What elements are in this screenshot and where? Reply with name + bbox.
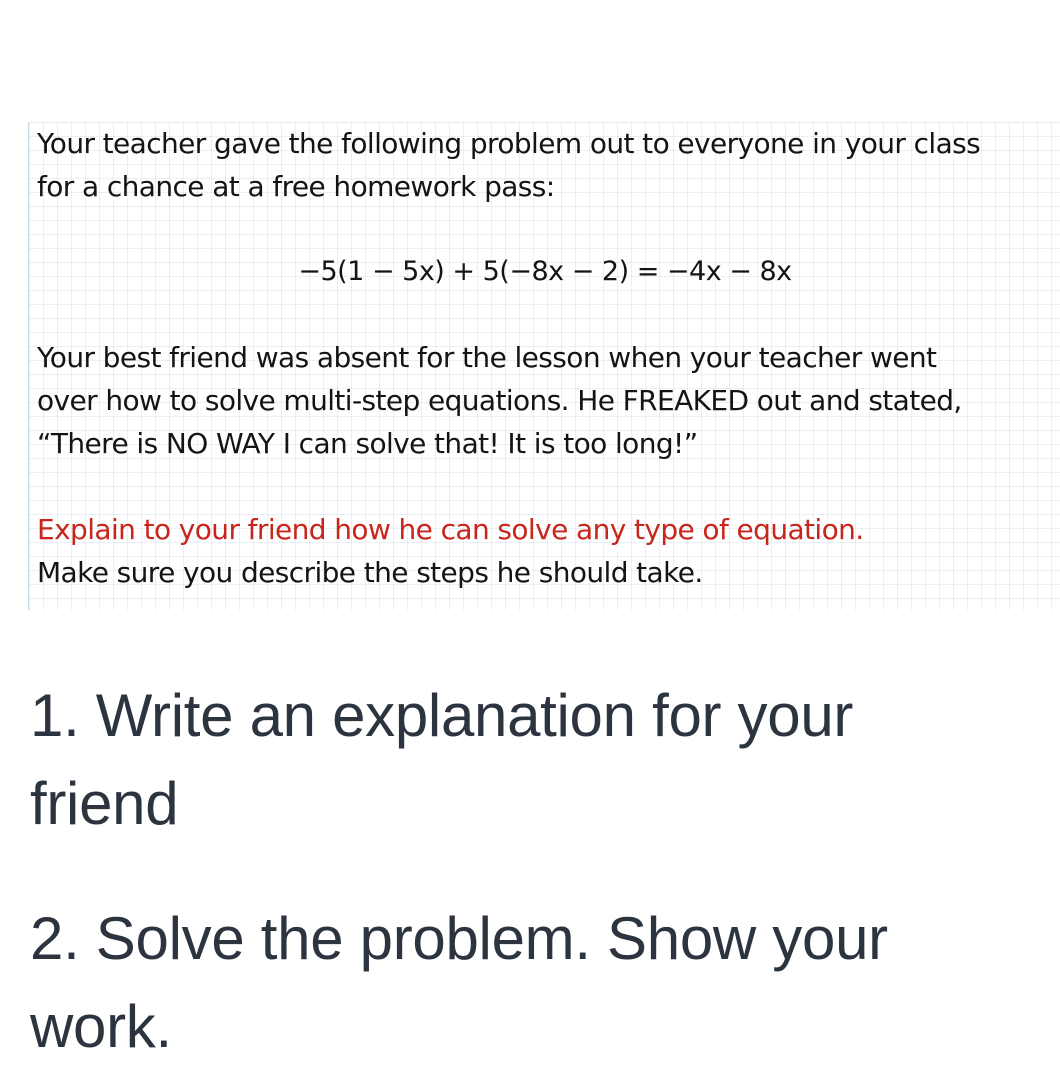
story-line-2: over how to solve multi-step equations. He FREAKED out and stated, xyxy=(37,384,962,417)
intro-line-1: Your teacher gave the following problem out to everyone in your class xyxy=(37,127,981,160)
task-2-line-1: 2. Solve the problem. Show your xyxy=(30,905,888,972)
intro-line-2: for a chance at a free homework pass: xyxy=(37,170,555,203)
prompt-red: Explain to your friend how he can solve any type of equation. xyxy=(37,513,864,546)
prompt-black: Make sure you describe the steps he should take. xyxy=(37,556,703,589)
story-line-3: “There is NO WAY I can solve that! It is too long!” xyxy=(37,427,698,460)
worksheet-image xyxy=(28,122,1060,610)
story-line-1: Your best friend was absent for the lesson when your teacher went xyxy=(37,341,937,374)
task-1-line-1: 1. Write an explanation for your xyxy=(30,682,854,749)
task-1-line-2: friend xyxy=(30,770,179,837)
equation: −5(1 − 5x) + 5(−8x − 2) = −4x − 8x xyxy=(298,256,792,287)
task-2-line-2: work. xyxy=(30,993,172,1060)
